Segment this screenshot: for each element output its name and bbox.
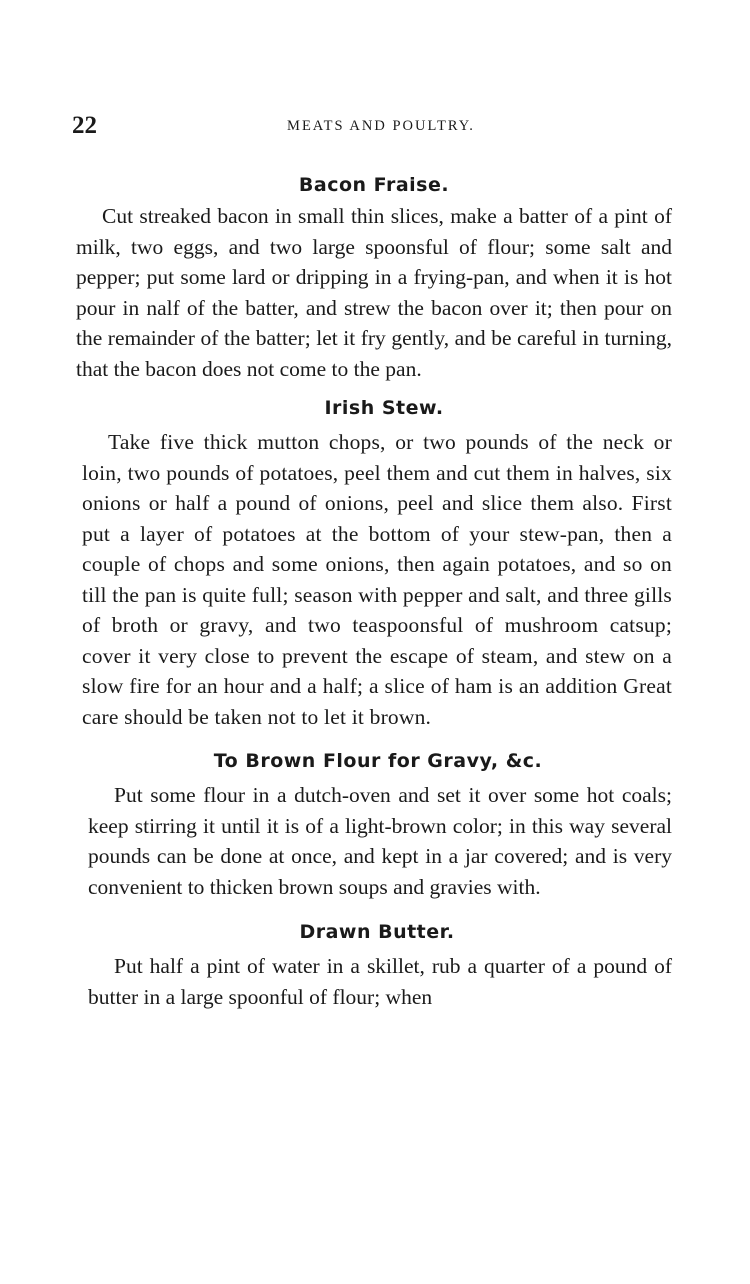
recipe-brown-flour [76,750,672,902]
running-title: MEATS AND POULTRY. [287,118,475,134]
recipe-body: Cut streaked bacon in small thin slices, make a batter of a pint of milk, two eggs, and two large spoonsful of flour; some salt and pepper; put some lard or dripping in a frying-pan, and when it is hot pour in nalf of the batter, and strew the bacon over it; then pour on the remainder of the batter; let it fry gently, and be careful in turning, that the bacon does not come to the pan. [76,204,672,381]
page-content [72,108,672,1012]
recipe-body: Take five thick mutton chops, or two pounds of the neck or loin, two pounds of potatoes, peel them and cut them in halves, six onions or half a pound of onions, peel and slice them also. First put a layer of potatoes at the bottom of your stew-pan, then a couple of chops and some onions, then again potatoes, and so on till the pan is quite full; season with pepper and salt, and three gills of broth or gravy, and two teaspoonsful of mushroom catsup; cover it very close to prevent the escape of steam, and stew on a slow fire for an hour and a half; a slice of ham is an addition Great care should be taken not to let it brown. [82,430,672,729]
page-number: 22 [72,112,97,139]
recipe-body: Put half a pint of water in a skillet, rub a quarter of a pound of butter in a large spoonful of flour; when [88,954,672,1009]
recipe-title: Irish Stew. [324,397,444,419]
recipe-body: Put some flour in a dutch-oven and set it over some hot coals; keep stirring it until it is of a light-brown color; in this way several pounds can be done at once, and kept in a jar covered; and is very convenient to thicken brown soups and gravies with. [88,783,672,899]
recipe-title: To Brown Flour for Gravy, &c. [213,750,543,772]
recipe-drawn-butter [76,921,672,1012]
recipe-bacon-fraise [76,174,672,384]
recipe-title: Drawn Butter. [299,921,455,943]
recipe-title: Bacon Fraise. [298,174,450,196]
recipe-irish-stew [76,397,672,732]
running-head [72,108,672,144]
